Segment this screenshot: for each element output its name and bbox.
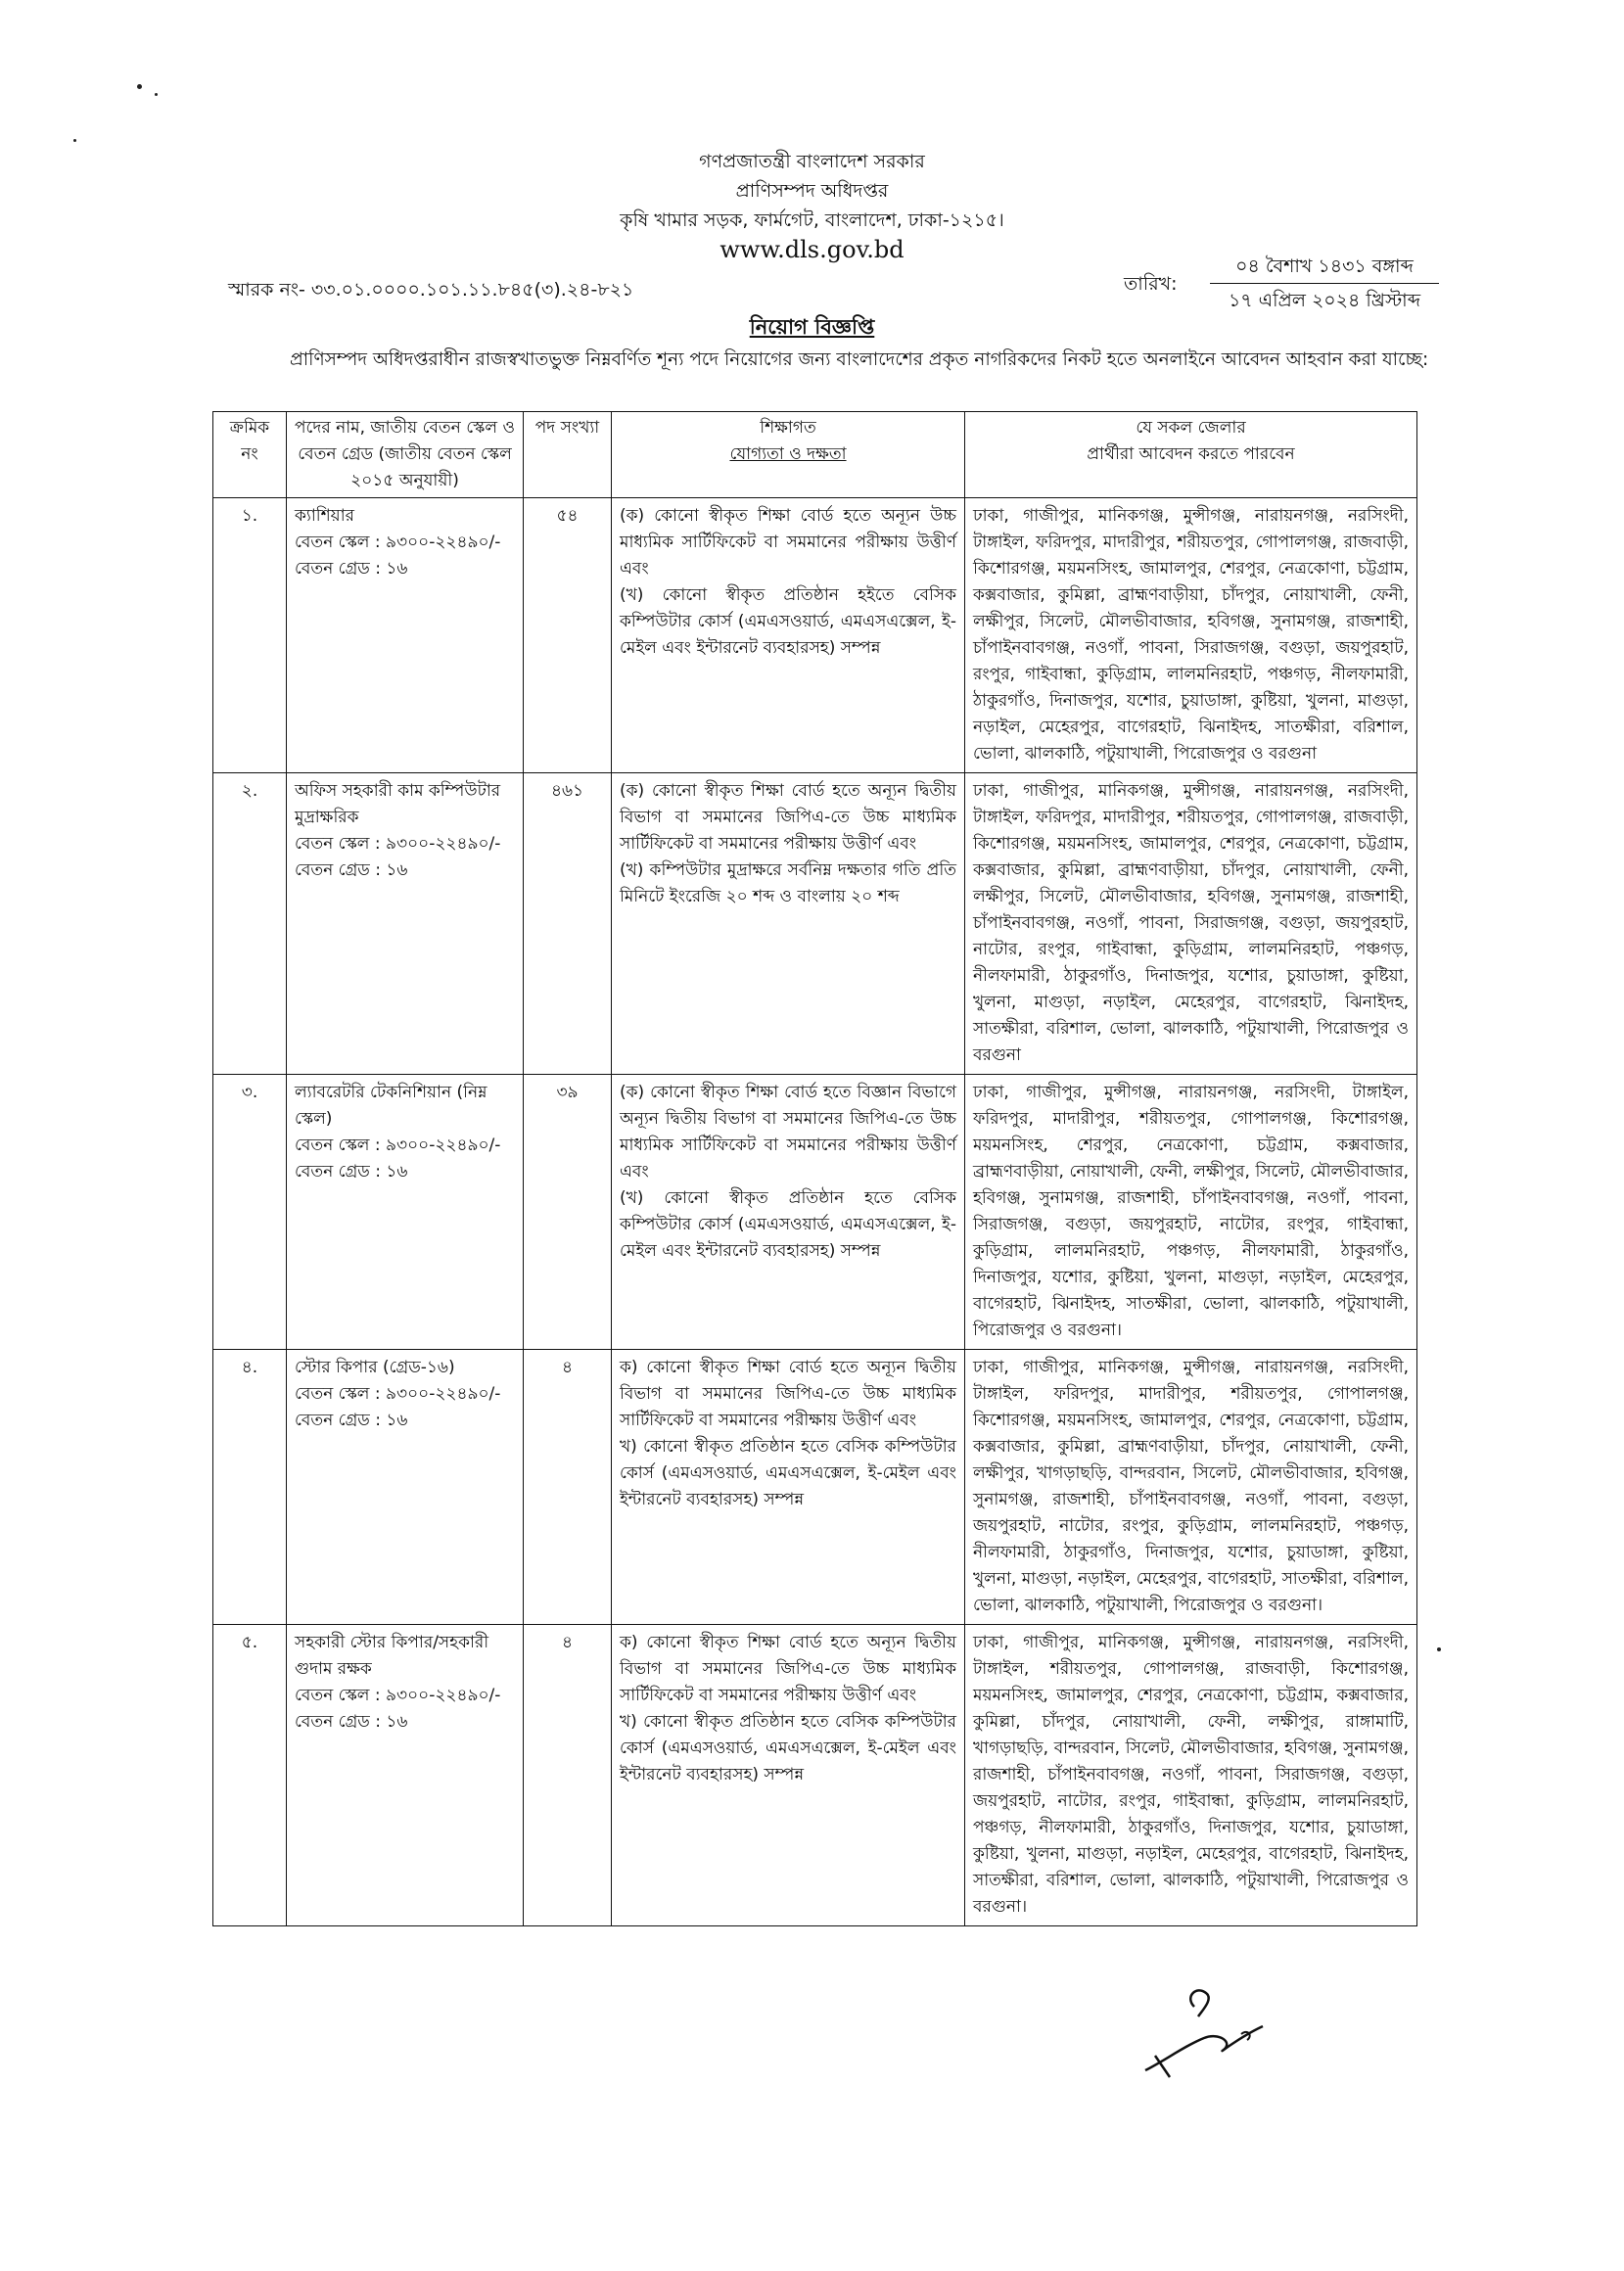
qualification-a: (ক) কোনো স্বীকৃত শিক্ষা বোর্ড হতে অন্যূন উচ্চ মাধ্যমিক সার্টিফিকেট বা সমমানের পরীক্ষায় উত্তীর্ণ এবং	[620, 506, 956, 579]
website-url: www.dls.gov.bd	[719, 236, 905, 263]
post-name: ল্যাবরেটরি টেকনিশিয়ান (নিম্ন স্কেল)	[295, 1083, 487, 1129]
table-row	[213, 1350, 1417, 1625]
qualification-b: (খ) কোনো স্বীকৃত প্রতিষ্ঠান হইতে বেসিক কম্পিউটার কোর্স (এমএসওয়ার্ড, এমএসএক্সেল, ই-মেইল এবং ইন্টারনেট ব্যবহারসহ) সম্পন্ন	[620, 585, 956, 658]
row-qualification	[612, 773, 965, 1075]
header-post: পদের নাম, জাতীয় বেতন স্কেল ও বেতন গ্রেড (জাতীয় বেতন স্কেল ২০১৫ অনুযায়ী)	[287, 412, 524, 498]
scan-speck	[1437, 1647, 1441, 1651]
row-qualification	[612, 1625, 965, 1926]
row-districts: ঢাকা, গাজীপুর, মানিকগঞ্জ, মুন্সীগঞ্জ, নারায়নগঞ্জ, নরসিংদী, টাঙ্গাইল, ফরিদপুর, মাদারীপুর, শরীয়তপুর, গোপালগঞ্জ, রাজবাড়ী, কিশোরগঞ্জ, ময়মনসিংহ, জামালপুর, শেরপুর, নেত্রকোণা, চট্টগ্রাম, কক্সবাজার, কুমিল্লা, ব্রাহ্মণবাড়ীয়া, চাঁদপুর, নোয়াখালী, ফেনী, লক্ষীপুর, সিলেট, মৌলভীবাজার, হবিগঞ্জ, সুনামগঞ্জ, রাজশাহী, চাঁপাইনবাবগঞ্জ, নওগাঁ, পাবনা, সিরাজগঞ্জ, বগুড়া, জয়পুরহাট, নাটোর, রংপুর, গাইবান্ধা, কুড়িগ্রাম, লালমনিরহাট, পঞ্চগড়, নীলফামারী, ঠাকুরগাঁও, দিনাজপুর, যশোর, চুয়াডাঙ্গা, কুষ্টিয়া, খুলনা, মাগুড়া, নড়াইল, মেহেরপুর, বাগেরহাট, ঝিনাইদহ, সাতক্ষীরা, বরিশাল, ভোলা, ঝালকাঠি, পটুয়াখালী, পিরোজপুর ও বরগুনা	[965, 773, 1417, 1075]
header-qualification	[612, 412, 965, 498]
pay-grade: বেতন গ্রেড : ১৬	[295, 559, 408, 579]
row-post	[287, 773, 524, 1075]
post-name: স্টোর কিপার (গ্রেড-১৬)	[295, 1358, 455, 1377]
post-name: ক্যাশিয়ার	[295, 506, 354, 526]
row-post	[287, 1625, 524, 1926]
table-row	[213, 498, 1417, 773]
header-count: পদ সংখ্যা	[524, 412, 612, 498]
row-qualification	[612, 498, 965, 773]
row-post-count: ৫৪	[524, 498, 612, 773]
row-serial: ১.	[213, 498, 287, 773]
notice-title: নিয়োগ বিজ্ঞপ্তি	[749, 315, 875, 339]
post-name: অফিস সহকারী কাম কম্পিউটার মুদ্রাক্ষরিক	[295, 781, 501, 827]
row-districts: ঢাকা, গাজীপুর, মুন্সীগঞ্জ, নারায়নগঞ্জ, নরসিংদী, টাঙ্গাইল, ফরিদপুর, মাদারীপুর, শরীয়তপুর, গোপালগঞ্জ, কিশোরগঞ্জ, ময়মনসিংহ, শেরপুর, নেত্রকোণা, চট্টগ্রাম, কক্সবাজার, ব্রাহ্মণবাড়ীয়া, নোয়াখালী, ফেনী, লক্ষীপুর, সিলেট, মৌলভীবাজার, হবিগঞ্জ, সুনামগঞ্জ, রাজশাহী, চাঁপাইনবাবগঞ্জ, নওগাঁ, পাবনা, সিরাজগঞ্জ, বগুড়া, জয়পুরহাট, নাটোর, রংপুর, গাইবান্ধা, কুড়িগ্রাম, লালমনিরহাট, পঞ্চগড়, নীলফামারী, ঠাকুরগাঁও, দিনাজপুর, যশোর, কুষ্টিয়া, খুলনা, মাগুড়া, নড়াইল, মেহেরপুর, বাগেরহাট, ঝিনাইদহ, সাতক্ষীরা, ভোলা, ঝালকাঠি, পটুয়াখালী, পিরোজপুর ও বরগুনা।	[965, 1075, 1417, 1350]
office-address: কৃষি খামার সড়ক, ফার্মগেট, বাংলাদেশ, ঢাকা-১২১৫।	[620, 209, 1004, 231]
signature-icon	[1126, 1977, 1282, 2085]
table-row	[213, 773, 1417, 1075]
date-label: তারিখ:	[1124, 273, 1178, 295]
row-post	[287, 1075, 524, 1350]
row-qualification	[612, 1350, 965, 1625]
table-row	[213, 1075, 1417, 1350]
pay-scale: বেতন স্কেল : ৯৩০০-২২৪৯০/-	[295, 1136, 501, 1155]
header-districts	[965, 412, 1417, 498]
qualification-a: ক) কোনো স্বীকৃত শিক্ষা বোর্ড হতে অন্যূন দ্বিতীয় বিভাগ বা সমমানের জিপিএ-তে উচ্চ মাধ্যমিক সার্টিফিকেট বা সমমানের পরীক্ষায় উত্তীর্ণ এবং	[620, 1358, 956, 1430]
table-row	[213, 1625, 1417, 1926]
pay-grade: বেতন গ্রেড : ১৬	[295, 1162, 408, 1182]
intro-paragraph: প্রাণিসম্পদ অধিদপ্তরাধীন রাজস্বখাতভুক্ত নিম্নবর্ণিত শূন্য পদে নিয়োগের জন্য বাংলাদেশের প্রকৃত নাগরিকদের নিকট হতে অনলাইনে আবেদন আহবান করা যাচ্ছে:	[290, 349, 1429, 370]
scan-speck	[155, 93, 158, 96]
header-qualification-line2: যোগ্যতা ও দক্ষতা	[729, 444, 847, 464]
qualification-b: (খ) কোনো স্বীকৃত প্রতিষ্ঠান হতে বেসিক কম্পিউটার কোর্স (এমএসওয়ার্ড, এমএসএক্সেল, ই-মেইল এবং ইন্টারনেট ব্যবহারসহ) সম্পন্ন	[620, 1188, 956, 1261]
qualification-b: খ) কোনো স্বীকৃত প্রতিষ্ঠান হতে বেসিক কম্পিউটার কোর্স (এমএসওয়ার্ড, এমএসএক্সেল, ই-মেইল এবং ইন্টারনেট ব্যবহারসহ) সম্পন্ন	[620, 1437, 956, 1509]
office-header	[0, 147, 1624, 264]
qualification-b: (খ) কম্পিউটার মুদ্রাক্ষরে সর্বনিম্ন দক্ষতার গতি প্রতি মিনিটে ইংরেজি ২০ শব্দ ও বাংলায় ২০ শব্দ	[620, 860, 956, 906]
header-districts-line1: যে সকল জেলার	[1136, 418, 1246, 438]
row-post-count: ৪৬১	[524, 773, 612, 1075]
pay-grade: বেতন গ্রেড : ১৬	[295, 1712, 408, 1732]
row-serial: ৫.	[213, 1625, 287, 1926]
pay-grade: বেতন গ্রেড : ১৬	[295, 1411, 408, 1430]
date-divider	[1210, 283, 1439, 284]
qualification-a: ক) কোনো স্বীকৃত শিক্ষা বোর্ড হতে অন্যূন দ্বিতীয় বিভাগ বা সমমানের জিপিএ-তে উচ্চ মাধ্যমিক সার্টিফিকেট বা সমমানের পরীক্ষায় উত্তীর্ণ এবং	[620, 1633, 956, 1705]
government-name: গণপ্রজাতন্ত্রী বাংলাদেশ সরকার	[699, 151, 925, 172]
qualification-a: (ক) কোনো স্বীকৃত শিক্ষা বোর্ড হতে অন্যূন দ্বিতীয় বিভাগ বা সমমানের জিপিএ-তে উচ্চ মাধ্যমিক সার্টিফিকেট বা সমমানের পরীক্ষায় উত্তীর্ণ এবং	[620, 781, 956, 854]
vacancy-table	[212, 411, 1417, 1926]
scan-speck	[137, 84, 142, 89]
department-name: প্রাণিসম্পদ অধিদপ্তর	[735, 180, 889, 202]
scan-speck	[73, 139, 76, 142]
pay-grade: বেতন গ্রেড : ১৬	[295, 860, 408, 880]
table-header-row	[213, 412, 1417, 498]
row-districts: ঢাকা, গাজীপুর, মানিকগঞ্জ, মুন্সীগঞ্জ, নারায়নগঞ্জ, নরসিংদী, টাঙ্গাইল, শরীয়তপুর, গোপালগঞ্জ, রাজবাড়ী, কিশোরগঞ্জ, ময়মনসিংহ, জামালপুর, শেরপুর, নেত্রকোণা, চট্টগ্রাম, কক্সবাজার, কুমিল্লা, চাঁদপুর, নোয়াখালী, ফেনী, লক্ষীপুর, রাঙ্গামাটি, খাগড়াছড়ি, বান্দরবান, সিলেট, মৌলভীবাজার, হবিগঞ্জ, সুনামগঞ্জ, রাজশাহী, চাঁপাইনবাবগঞ্জ, নওগাঁ, পাবনা, সিরাজগঞ্জ, বগুড়া, জয়পুরহাট, নাটোর, রংপুর, গাইবান্ধা, কুড়িগ্রাম, লালমনিরহাট, পঞ্চগড়, নীলফামারী, ঠাকুরগাঁও, দিনাজপুর, যশোর, চুয়াডাঙ্গা, কুষ্টিয়া, খুলনা, মাগুড়া, নড়াইল, মেহেরপুর, বাগেরহাট, ঝিনাইদহ, সাতক্ষীরা, বরিশাল, ভোলা, ঝালকাঠি, পটুয়াখালী, পিরোজপুর ও বরগুনা।	[965, 1625, 1417, 1926]
row-districts: ঢাকা, গাজীপুর, মানিকগঞ্জ, মুন্সীগঞ্জ, নারায়নগঞ্জ, নরসিংদী, টাঙ্গাইল, ফরিদপুর, মাদারীপুর, শরীয়তপুর, গোপালগঞ্জ, কিশোরগঞ্জ, ময়মনসিংহ, জামালপুর, শেরপুর, নেত্রকোণা, চট্টগ্রাম, কক্সবাজার, কুমিল্লা, ব্রাহ্মণবাড়ীয়া, চাঁদপুর, নোয়াখালী, ফেনী, লক্ষীপুর, খাগড়াছড়ি, বান্দরবান, সিলেট, মৌলভীবাজার, হবিগঞ্জ, সুনামগঞ্জ, রাজশাহী, চাঁপাইনবাবগঞ্জ, নওগাঁ, পাবনা, বগুড়া, জয়পুরহাট, নাটোর, রংপুর, কুড়িগ্রাম, লালমনিরহাট, পঞ্চগড়, নীলফামারী, ঠাকুরগাঁও, দিনাজপুর, যশোর, চুয়াডাঙ্গা, কুষ্টিয়া, খুলনা, মাগুড়া, নড়াইল, মেহেরপুর, বাগেরহাট, সাতক্ষীরা, বরিশাল, ভোলা, ঝালকাঠি, পটুয়াখালী, পিরোজপুর ও বরগুনা।	[965, 1350, 1417, 1625]
row-post-count: ৪	[524, 1625, 612, 1926]
header-districts-line2: প্রার্থীরা আবেদন করতে পারবেন	[1087, 444, 1295, 464]
pay-scale: বেতন স্কেল : ৯৩০০-২২৪৯০/-	[295, 1384, 501, 1404]
row-post-count: ৩৯	[524, 1075, 612, 1350]
post-name: সহকারী স্টোর কিপার/সহকারী গুদাম রক্ষক	[295, 1633, 489, 1679]
row-post	[287, 1350, 524, 1625]
date-bangla: ০৪ বৈশাখ ১৪৩১ বঙ্গাব্দ	[1235, 255, 1414, 277]
qualification-a: (ক) কোনো স্বীকৃত শিক্ষা বোর্ড হতে বিজ্ঞান বিভাগে অন্যূন দ্বিতীয় বিভাগ বা সমমানের জিপিএ-তে উচ্চ মাধ্যমিক সার্টিফিকেট বা সমমানের পরীক্ষায় উত্তীর্ণ এবং	[620, 1083, 956, 1182]
date-block	[1202, 253, 1447, 314]
pay-scale: বেতন স্কেল : ৯৩০০-২২৪৯০/-	[295, 1686, 501, 1705]
pay-scale: বেতন স্কেল : ৯৩০০-২২৪৯০/-	[295, 834, 501, 854]
row-districts: ঢাকা, গাজীপুর, মানিকগঞ্জ, মুন্সীগঞ্জ, নারায়নগঞ্জ, নরসিংদী, টাঙ্গাইল, ফরিদপুর, মাদারীপুর, শরীয়তপুর, গোপালগঞ্জ, রাজবাড়ী, কিশোরগঞ্জ, ময়মনসিংহ, জামালপুর, শেরপুর, নেত্রকোণা, চট্টগ্রাম, কক্সবাজার, কুমিল্লা, ব্রাহ্মণবাড়ীয়া, চাঁদপুর, নোয়াখালী, ফেনী, লক্ষীপুর, সিলেট, মৌলভীবাজার, হবিগঞ্জ, সুনামগঞ্জ, রাজশাহী, চাঁপাইনবাবগঞ্জ, নওগাঁ, পাবনা, সিরাজগঞ্জ, বগুড়া, জয়পুরহাট, রংপুর, গাইবান্ধা, কুড়িগ্রাম, লালমনিরহাট, পঞ্চগড়, নীলফামারী, ঠাকুরগাঁও, দিনাজপুর, যশোর, চুয়াডাঙ্গা, কুষ্টিয়া, খুলনা, মাগুড়া, নড়াইল, মেহেরপুর, বাগেরহাট, ঝিনাইদহ, সাতক্ষীরা, বরিশাল, ভোলা, ঝালকাঠি, পটুয়াখালী, পিরোজপুর ও বরগুনা	[965, 498, 1417, 773]
date-english: ১৭ এপ্রিল ২০২৪ খ্রিস্টাব্দ	[1228, 290, 1421, 311]
memo-number: স্মারক নং- ৩৩.০১.০০০০.১০১.১১.৮৪৫(৩).২৪-৮২১	[228, 279, 634, 301]
row-qualification	[612, 1075, 965, 1350]
qualification-b: খ) কোনো স্বীকৃত প্রতিষ্ঠান হতে বেসিক কম্পিউটার কোর্স (এমএসওয়ার্ড, এমএসএক্সেল, ই-মেইল এবং ইন্টারনেট ব্যবহারসহ) সম্পন্ন	[620, 1712, 956, 1784]
row-post	[287, 498, 524, 773]
row-serial: ৩.	[213, 1075, 287, 1350]
pay-scale: বেতন স্কেল : ৯৩০০-২২৪৯০/-	[295, 533, 501, 552]
row-serial: ৪.	[213, 1350, 287, 1625]
row-serial: ২.	[213, 773, 287, 1075]
row-post-count: ৪	[524, 1350, 612, 1625]
header-qualification-line1: শিক্ষাগত	[760, 418, 816, 438]
header-serial: ক্রমিক নং	[213, 412, 287, 498]
